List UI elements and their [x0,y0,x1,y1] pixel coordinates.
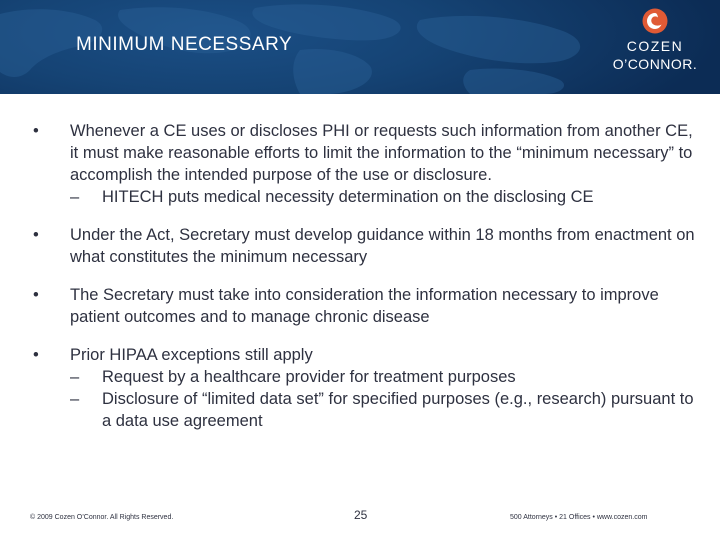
sub-bullet-item [70,186,698,208]
bullet-list [28,120,698,448]
bullet-item [28,284,698,328]
bullet-item [28,344,698,432]
sub-bullet-item [70,366,698,388]
sub-bullet-marker: – [70,390,80,408]
sub-bullet-item [70,388,698,432]
sub-bullet-marker: – [70,188,80,206]
slide-title: MINIMUM NECESSARY [76,34,293,55]
sub-bullet-text: Disclosure of “limited data set” for specified purposes (e.g., research) pursuant to a data use agreement [102,390,694,430]
bullet-item [28,224,698,268]
sub-bullet-marker: – [70,368,80,386]
sub-bullet-text: Request by a healthcare provider for treatment purposes [102,368,516,386]
bullet-text: Under the Act, Secretary must develop guidance within 18 months from enactment on what constitutes the minimum necessary [70,226,695,266]
bullet-text: The Secretary must take into consideration the information necessary to improve patient outcomes and to manage chronic disease [70,286,659,326]
footer-tagline: 500 Attorneys • 21 Offices • www.cozen.com [510,514,648,521]
bullet-marker: • [33,346,39,364]
bullet-text: Prior HIPAA exceptions still apply [70,346,313,364]
logo-swirl-icon [642,8,668,34]
cozen-oconnor-logo [605,8,705,78]
sub-bullet-text: HITECH puts medical necessity determination on the disclosing CE [102,188,594,206]
logo-text-line1: COZEN [626,38,684,54]
bullet-item [28,120,698,208]
page-number: 25 [354,508,368,522]
bullet-marker: • [33,286,39,304]
bullet-text: Whenever a CE uses or discloses PHI or requests such information from another CE, it must make reasonable efforts to limit the information to the “minimum necessary” to accomplish the intended purpose of the use or disclosure. [70,122,693,184]
bullet-marker: • [33,122,39,140]
bullet-marker: • [33,226,39,244]
footer-copyright: © 2009 Cozen O’Connor. All Rights Reserved. [30,514,174,521]
logo-text-line2: O’CONNOR. [612,56,698,72]
slide-header [0,0,720,94]
